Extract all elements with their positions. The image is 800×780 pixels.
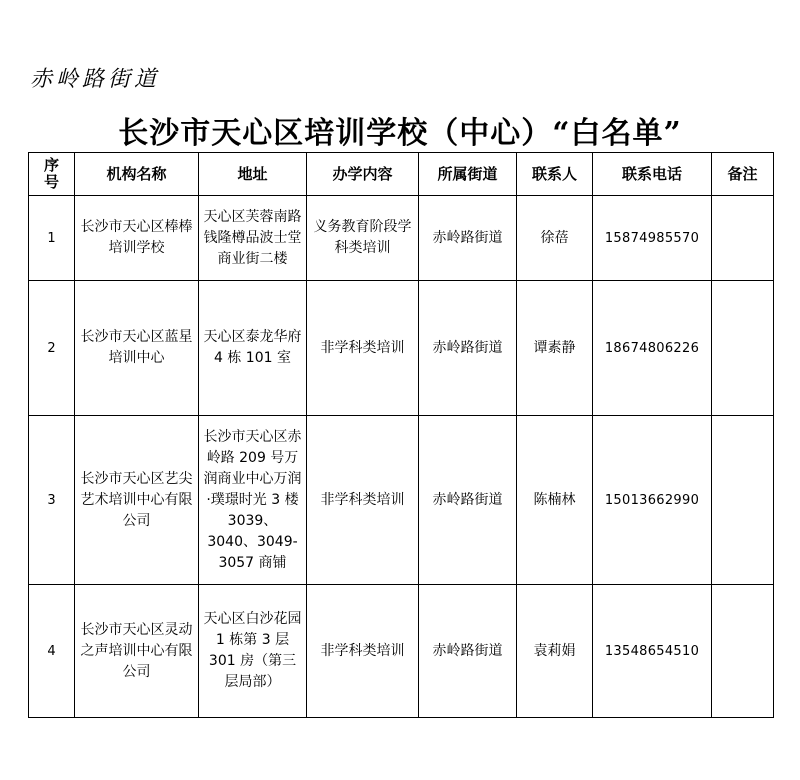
- table-row: [29, 585, 774, 718]
- row-address: 天心区白沙花园 1 栋第 3 层 301 房（第三层局部）: [199, 585, 307, 718]
- row-street: 赤岭路街道: [419, 196, 517, 281]
- row-address: 天心区泰龙华府 4 栋 101 室: [199, 281, 307, 416]
- row-no: 3: [29, 416, 75, 585]
- table-header-row: [29, 153, 774, 196]
- row-remark: [712, 196, 774, 281]
- row-no: 4: [29, 585, 75, 718]
- row-remark: [712, 416, 774, 585]
- page-title: 长沙市天心区培训学校（中心）“白名单”: [118, 116, 682, 151]
- row-phone: 13548654510: [593, 585, 712, 718]
- row-content: 非学科类培训: [307, 281, 419, 416]
- row-contact: 谭素静: [517, 281, 593, 416]
- table-row: [29, 196, 774, 281]
- row-street: 赤岭路街道: [419, 416, 517, 585]
- row-contact: 徐蓓: [517, 196, 593, 281]
- row-no: 1: [29, 196, 75, 281]
- header-contact: 联系人: [517, 153, 593, 196]
- header-phone: 联系电话: [593, 153, 712, 196]
- row-phone: 18674806226: [593, 281, 712, 416]
- header-street: 所属街道: [419, 153, 517, 196]
- row-no: 2: [29, 281, 75, 416]
- header-remark: 备注: [712, 153, 774, 196]
- row-address: 长沙市天心区赤岭路 209 号万润商业中心万润·璞璟时光 3 楼 3039、3040、3049-3057 商铺: [199, 416, 307, 585]
- header-name: 机构名称: [75, 153, 199, 196]
- row-contact: 陈楠林: [517, 416, 593, 585]
- row-phone: 15013662990: [593, 416, 712, 585]
- brand-logo-text: 赤岭路街道: [30, 67, 161, 92]
- row-contact: 袁莉娟: [517, 585, 593, 718]
- row-phone: 15874985570: [593, 196, 712, 281]
- row-content: 义务教育阶段学科类培训: [307, 196, 419, 281]
- row-remark: [712, 281, 774, 416]
- row-remark: [712, 585, 774, 718]
- header-no: 序号: [29, 153, 75, 196]
- row-content: 非学科类培训: [307, 585, 419, 718]
- row-street: 赤岭路街道: [419, 585, 517, 718]
- header-address: 地址: [199, 153, 307, 196]
- row-address: 天心区芙蓉南路钱隆樽品波士堂商业街二楼: [199, 196, 307, 281]
- row-street: 赤岭路街道: [419, 281, 517, 416]
- table-row: [29, 281, 774, 416]
- row-org-name: 长沙市天心区艺尖艺术培训中心有限公司: [75, 416, 199, 585]
- header-content: 办学内容: [307, 153, 419, 196]
- row-org-name: 长沙市天心区棒棒培训学校: [75, 196, 199, 281]
- whitelist-table: [28, 152, 774, 718]
- row-content: 非学科类培训: [307, 416, 419, 585]
- row-org-name: 长沙市天心区蓝星培训中心: [75, 281, 199, 416]
- row-org-name: 长沙市天心区灵动之声培训中心有限公司: [75, 585, 199, 718]
- table-row: [29, 416, 774, 585]
